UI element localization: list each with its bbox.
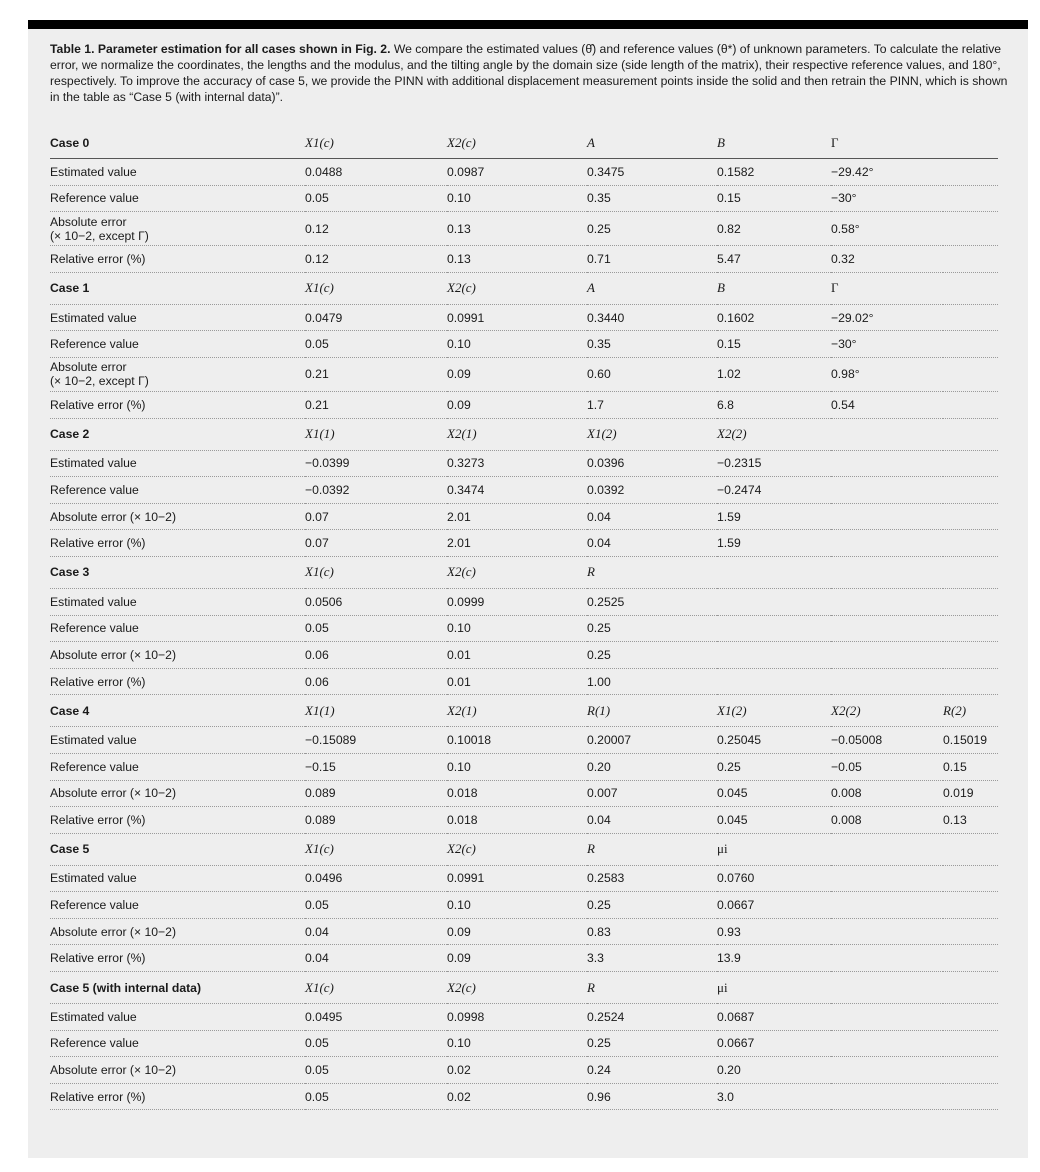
table-cell: 0.05 — [305, 615, 447, 642]
parameter-header: A — [587, 272, 717, 304]
table-row — [50, 727, 998, 754]
table-cell: 0.15 — [717, 331, 831, 358]
table-cell: 1.59 — [717, 530, 831, 557]
row-label: Absolute error (× 10−2, except Γ) — [50, 212, 305, 246]
table-cell: −0.15 — [305, 753, 447, 780]
row-label: Reference value — [50, 185, 305, 212]
table-cell: 0.12 — [305, 212, 447, 246]
table-row — [50, 892, 998, 919]
table-cell: 0.018 — [447, 780, 587, 807]
case-header-row — [50, 833, 998, 865]
parameter-header: X1(c) — [305, 272, 447, 304]
table-cell: 2.01 — [447, 530, 587, 557]
parameter-header: X1(2) — [587, 418, 717, 450]
table-cell: 0.045 — [717, 780, 831, 807]
table-cell: 0.07 — [305, 530, 447, 557]
table-row — [50, 807, 998, 834]
table-cell — [831, 588, 943, 615]
table-cell: 6.8 — [717, 391, 831, 418]
table-cell — [943, 615, 998, 642]
table-cell — [831, 865, 943, 892]
table-cell: 0.15 — [717, 185, 831, 212]
table-caption — [50, 41, 1010, 105]
parameter-header: Γ — [831, 127, 943, 159]
row-label: Relative error (%) — [50, 668, 305, 695]
table-row — [50, 212, 998, 246]
row-label: Absolute error (× 10−2) — [50, 642, 305, 669]
parameter-header — [943, 418, 998, 450]
table-cell: 0.0987 — [447, 159, 587, 186]
row-label: Relative error (%) — [50, 391, 305, 418]
parameter-header: R — [587, 556, 717, 588]
table-cell: 1.02 — [717, 357, 831, 391]
table-cell: 0.60 — [587, 357, 717, 391]
table-cell — [943, 212, 998, 246]
parameter-header: X1(2) — [717, 695, 831, 727]
case-title: Case 0 — [50, 127, 305, 159]
table-cell — [831, 477, 943, 504]
table-cell: 0.09 — [447, 357, 587, 391]
table-cell: 0.0760 — [717, 865, 831, 892]
table-row — [50, 477, 998, 504]
table-cell — [831, 503, 943, 530]
table-cell: −0.0392 — [305, 477, 447, 504]
table-cell: 0.58° — [831, 212, 943, 246]
parameter-header: R(2) — [943, 695, 998, 727]
table-cell: 0.1602 — [717, 304, 831, 331]
table-cell — [831, 1083, 943, 1110]
parameter-header: X2(1) — [447, 695, 587, 727]
table-row — [50, 945, 998, 972]
table-cell: 0.15 — [943, 753, 998, 780]
table-cell: 0.25 — [587, 615, 717, 642]
table-cell: 0.25 — [587, 1030, 717, 1057]
table-cell: 0.05 — [305, 331, 447, 358]
table-row — [50, 1057, 998, 1084]
caption-text: We compare the estimated values (θ̂) and reference values (θ*) of unknown parameters. To calculate the relative error, we normalize the coordinates, the lengths and the modulus, and the tilting angle by the domain size (side length of the matrix), their respective reference values, and 180°, respectively. To improve the accuracy of case 5, we provide the PINN with additional displacement measurement points inside the solid and then retrain the PINN, which is shown in the table as “Case 5 (with internal data)”. — [50, 42, 1008, 104]
table-row — [50, 642, 998, 669]
case-header-row — [50, 418, 998, 450]
row-label: Estimated value — [50, 865, 305, 892]
parameter-table — [50, 127, 998, 1110]
table-body — [50, 127, 998, 1110]
table-row — [50, 668, 998, 695]
table-cell — [943, 668, 998, 695]
row-label: Reference value — [50, 331, 305, 358]
table-cell — [831, 615, 943, 642]
row-label: Reference value — [50, 1030, 305, 1057]
table-row — [50, 450, 998, 477]
parameter-header: X1(1) — [305, 695, 447, 727]
parameter-header: R — [587, 833, 717, 865]
table-cell: 5.47 — [717, 246, 831, 273]
table-row — [50, 530, 998, 557]
parameter-header — [943, 556, 998, 588]
table-cell — [943, 865, 998, 892]
case-title: Case 1 — [50, 272, 305, 304]
table-cell — [717, 615, 831, 642]
table-cell: 0.09 — [447, 945, 587, 972]
table-cell: 0.1582 — [717, 159, 831, 186]
table-cell: 0.05 — [305, 1083, 447, 1110]
parameter-header: X2(2) — [717, 418, 831, 450]
table-cell: 0.13 — [447, 246, 587, 273]
table-row — [50, 503, 998, 530]
case-title: Case 4 — [50, 695, 305, 727]
table-row — [50, 753, 998, 780]
table-cell: 0.25045 — [717, 727, 831, 754]
table-cell: 0.54 — [831, 391, 943, 418]
table-cell: 0.0396 — [587, 450, 717, 477]
table-cell — [943, 1004, 998, 1031]
table-cell: −0.2315 — [717, 450, 831, 477]
table-cell: 0.20 — [587, 753, 717, 780]
table-row — [50, 304, 998, 331]
table-cell — [943, 1030, 998, 1057]
row-label: Absolute error (× 10−2) — [50, 780, 305, 807]
table-cell — [943, 246, 998, 273]
table-cell — [943, 450, 998, 477]
row-label: Relative error (%) — [50, 246, 305, 273]
table-cell: 0.0991 — [447, 865, 587, 892]
row-label: Estimated value — [50, 304, 305, 331]
table-cell — [831, 530, 943, 557]
table-cell: 0.0999 — [447, 588, 587, 615]
table-cell: 0.2524 — [587, 1004, 717, 1031]
table-cell: 0.13 — [447, 212, 587, 246]
table-cell: 0.0496 — [305, 865, 447, 892]
row-label: Reference value — [50, 477, 305, 504]
table-cell — [831, 1057, 943, 1084]
table-cell: 1.59 — [717, 503, 831, 530]
parameter-header: X1(c) — [305, 127, 447, 159]
parameter-header — [831, 833, 943, 865]
table-cell: 0.04 — [305, 945, 447, 972]
table-cell — [943, 945, 998, 972]
table-cell — [831, 450, 943, 477]
row-label: Absolute error (× 10−2) — [50, 1057, 305, 1084]
table-cell: 0.20 — [717, 1057, 831, 1084]
table-cell: 0.008 — [831, 780, 943, 807]
table-row — [50, 246, 998, 273]
parameter-header: X2(c) — [447, 972, 587, 1004]
table-cell: 0.20007 — [587, 727, 717, 754]
row-label: Estimated value — [50, 588, 305, 615]
table-row — [50, 780, 998, 807]
parameter-header: X2(c) — [447, 127, 587, 159]
table-cell: 0.0488 — [305, 159, 447, 186]
parameter-header: B — [717, 272, 831, 304]
top-rule — [28, 20, 1028, 29]
table-cell — [943, 588, 998, 615]
table-cell: 0.05 — [305, 1030, 447, 1057]
table-cell: 0.04 — [305, 918, 447, 945]
row-label: Absolute error (× 10−2, except Γ) — [50, 357, 305, 391]
table-cell — [717, 668, 831, 695]
parameter-header: X2(1) — [447, 418, 587, 450]
table-panel — [28, 29, 1028, 1158]
table-cell: 0.35 — [587, 185, 717, 212]
parameter-header: X2(c) — [447, 556, 587, 588]
table-cell: 0.0392 — [587, 477, 717, 504]
table-cell: 0.01 — [447, 642, 587, 669]
table-row — [50, 159, 998, 186]
table-cell: 0.018 — [447, 807, 587, 834]
table-cell: −30° — [831, 185, 943, 212]
parameter-header: Γ — [831, 272, 943, 304]
table-cell: −0.05 — [831, 753, 943, 780]
table-cell: 0.09 — [447, 391, 587, 418]
parameter-header: B — [717, 127, 831, 159]
table-cell: 0.32 — [831, 246, 943, 273]
parameter-header: X1(c) — [305, 833, 447, 865]
parameter-header: X2(2) — [831, 695, 943, 727]
table-cell: −30° — [831, 331, 943, 358]
table-cell: 0.10 — [447, 331, 587, 358]
table-cell: 0.0667 — [717, 1030, 831, 1057]
table-cell — [717, 642, 831, 669]
table-cell: 0.3440 — [587, 304, 717, 331]
table-row — [50, 918, 998, 945]
parameter-header: μi — [717, 972, 831, 1004]
table-row — [50, 391, 998, 418]
table-cell: 0.04 — [587, 807, 717, 834]
table-cell: 0.10 — [447, 615, 587, 642]
table-cell: 1.7 — [587, 391, 717, 418]
table-cell: 3.0 — [717, 1083, 831, 1110]
table-cell: 0.07 — [305, 503, 447, 530]
table-cell: 0.02 — [447, 1083, 587, 1110]
table-cell: 0.3474 — [447, 477, 587, 504]
row-label: Estimated value — [50, 1004, 305, 1031]
table-cell: −0.05008 — [831, 727, 943, 754]
table-cell: 0.25 — [587, 642, 717, 669]
table-cell: 0.019 — [943, 780, 998, 807]
caption-label: Table 1. Parameter estimation for all cases shown in Fig. 2. — [50, 42, 391, 56]
row-label: Relative error (%) — [50, 1083, 305, 1110]
table-cell: 0.10 — [447, 1030, 587, 1057]
parameter-header: μi — [717, 833, 831, 865]
table-cell: 0.09 — [447, 918, 587, 945]
row-label-unit: (× 10−2, except Γ) — [50, 374, 149, 389]
table-cell — [831, 1030, 943, 1057]
table-cell: 0.0991 — [447, 304, 587, 331]
parameter-header: X1(1) — [305, 418, 447, 450]
table-cell — [943, 918, 998, 945]
row-label: Estimated value — [50, 727, 305, 754]
table-cell — [943, 642, 998, 669]
case-title: Case 5 — [50, 833, 305, 865]
table-cell: 0.35 — [587, 331, 717, 358]
table-cell — [831, 918, 943, 945]
table-cell: −0.0399 — [305, 450, 447, 477]
table-cell — [943, 1057, 998, 1084]
table-cell: −29.42° — [831, 159, 943, 186]
table-row — [50, 185, 998, 212]
table-cell: 0.10 — [447, 892, 587, 919]
parameter-header: X2(c) — [447, 833, 587, 865]
parameter-header — [831, 556, 943, 588]
table-cell: 0.0495 — [305, 1004, 447, 1031]
table-cell — [943, 477, 998, 504]
table-cell: 0.0479 — [305, 304, 447, 331]
table-cell — [831, 668, 943, 695]
table-cell — [943, 530, 998, 557]
table-cell: 0.3273 — [447, 450, 587, 477]
table-cell — [943, 331, 998, 358]
parameter-header — [831, 972, 943, 1004]
table-cell: 0.06 — [305, 642, 447, 669]
parameter-header: X1(c) — [305, 972, 447, 1004]
parameter-header: R — [587, 972, 717, 1004]
row-label-unit: (× 10−2, except Γ) — [50, 228, 149, 243]
table-cell: 0.98° — [831, 357, 943, 391]
parameter-header — [943, 833, 998, 865]
table-cell: 0.15019 — [943, 727, 998, 754]
table-row — [50, 1030, 998, 1057]
table-cell: 0.10 — [447, 753, 587, 780]
table-cell: −0.2474 — [717, 477, 831, 504]
table-cell: 0.008 — [831, 807, 943, 834]
parameter-header — [943, 272, 998, 304]
table-cell: 0.089 — [305, 807, 447, 834]
table-cell — [943, 185, 998, 212]
table-cell: 0.25 — [717, 753, 831, 780]
table-cell: 0.089 — [305, 780, 447, 807]
table-cell: 0.71 — [587, 246, 717, 273]
table-cell: 0.0687 — [717, 1004, 831, 1031]
table-cell: −29.02° — [831, 304, 943, 331]
table-cell: 0.2583 — [587, 865, 717, 892]
table-cell: 0.06 — [305, 668, 447, 695]
parameter-header: X1(c) — [305, 556, 447, 588]
table-row — [50, 1004, 998, 1031]
table-row — [50, 1083, 998, 1110]
table-row — [50, 357, 998, 391]
table-cell: 0.82 — [717, 212, 831, 246]
row-label: Reference value — [50, 753, 305, 780]
row-label: Reference value — [50, 615, 305, 642]
table-cell — [831, 1004, 943, 1031]
parameter-header — [717, 556, 831, 588]
table-cell — [943, 304, 998, 331]
table-cell: 0.01 — [447, 668, 587, 695]
table-cell — [831, 945, 943, 972]
table-cell: 0.04 — [587, 530, 717, 557]
table-cell — [943, 503, 998, 530]
table-cell: 0.2525 — [587, 588, 717, 615]
case-header-row — [50, 695, 998, 727]
parameter-header — [831, 418, 943, 450]
table-cell: 0.96 — [587, 1083, 717, 1110]
table-cell: 0.25 — [587, 892, 717, 919]
table-cell — [943, 391, 998, 418]
case-title: Case 5 (with internal data) — [50, 972, 305, 1004]
row-label: Absolute error (× 10−2) — [50, 918, 305, 945]
table-cell: 0.25 — [587, 212, 717, 246]
table-cell: 0.24 — [587, 1057, 717, 1084]
table-cell: 0.21 — [305, 357, 447, 391]
parameter-header: A — [587, 127, 717, 159]
parameter-header — [943, 127, 998, 159]
table-cell: 0.21 — [305, 391, 447, 418]
row-label: Reference value — [50, 892, 305, 919]
table-row — [50, 865, 998, 892]
table-cell — [943, 357, 998, 391]
case-header-row — [50, 127, 998, 159]
table-cell — [943, 1083, 998, 1110]
parameter-header: R(1) — [587, 695, 717, 727]
case-header-row — [50, 972, 998, 1004]
table-cell: −0.15089 — [305, 727, 447, 754]
table-cell: 0.10 — [447, 185, 587, 212]
table-cell: 0.0506 — [305, 588, 447, 615]
row-label: Absolute error (× 10−2) — [50, 503, 305, 530]
table-cell: 0.0667 — [717, 892, 831, 919]
case-title: Case 3 — [50, 556, 305, 588]
table-cell: 2.01 — [447, 503, 587, 530]
table-row — [50, 588, 998, 615]
table-cell: 13.9 — [717, 945, 831, 972]
table-cell: 0.83 — [587, 918, 717, 945]
row-label: Relative error (%) — [50, 945, 305, 972]
table-cell: 0.02 — [447, 1057, 587, 1084]
case-header-row — [50, 556, 998, 588]
table-cell: 3.3 — [587, 945, 717, 972]
row-label: Relative error (%) — [50, 807, 305, 834]
table-cell: 0.12 — [305, 246, 447, 273]
table-cell — [943, 159, 998, 186]
table-cell — [831, 892, 943, 919]
row-label: Estimated value — [50, 450, 305, 477]
parameter-header — [943, 972, 998, 1004]
table-cell: 0.0998 — [447, 1004, 587, 1031]
case-title: Case 2 — [50, 418, 305, 450]
table-cell: 0.04 — [587, 503, 717, 530]
row-label: Relative error (%) — [50, 530, 305, 557]
parameter-header: X2(c) — [447, 272, 587, 304]
row-label: Estimated value — [50, 159, 305, 186]
table-cell: 0.13 — [943, 807, 998, 834]
table-cell: 0.045 — [717, 807, 831, 834]
table-cell: 0.007 — [587, 780, 717, 807]
table-cell: 0.05 — [305, 1057, 447, 1084]
table-cell: 0.05 — [305, 185, 447, 212]
table-row — [50, 331, 998, 358]
table-cell: 0.3475 — [587, 159, 717, 186]
table-row — [50, 615, 998, 642]
table-cell — [831, 642, 943, 669]
table-cell: 1.00 — [587, 668, 717, 695]
table-cell — [717, 588, 831, 615]
table-cell: 0.93 — [717, 918, 831, 945]
table-cell — [943, 892, 998, 919]
table-cell: 0.10018 — [447, 727, 587, 754]
case-header-row — [50, 272, 998, 304]
table-cell: 0.05 — [305, 892, 447, 919]
